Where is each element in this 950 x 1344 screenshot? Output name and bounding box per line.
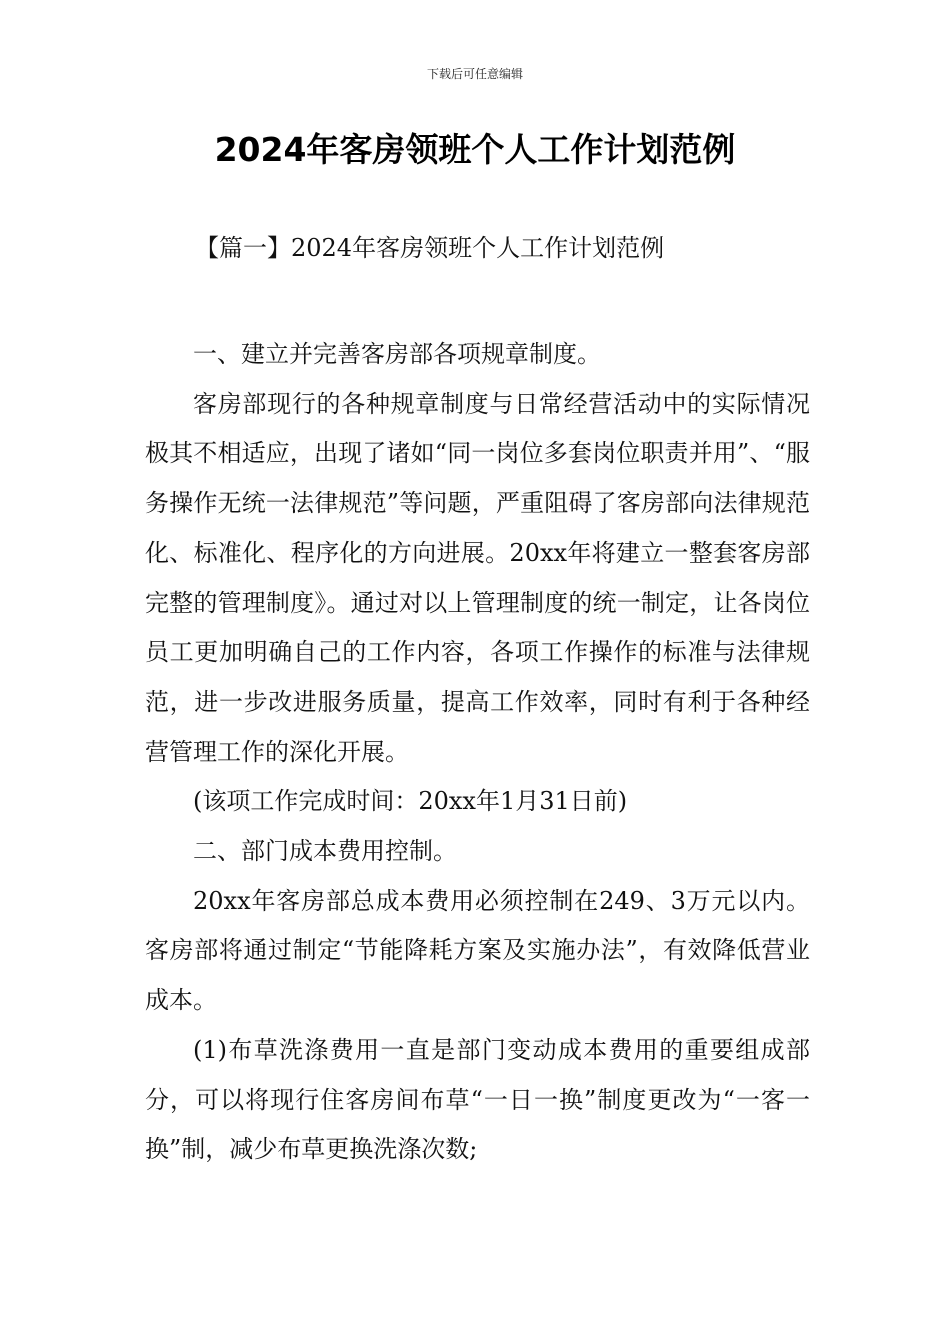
section-heading: 【篇一】2024年客房领班个人工作计划范例 bbox=[195, 234, 665, 262]
paragraph: (1)布草洗涤费用一直是部门变动成本费用的重要组成部分，可以将现行住客房间布草“一日一换”制度更改为“一客一换”制，减少布草更换洗涤次数; bbox=[145, 1035, 810, 1164]
header-note: 下载后可任意编辑 bbox=[426, 67, 523, 81]
document-body bbox=[145, 330, 810, 1175]
paragraph: 客房部现行的各种规章制度与日常经营活动中的实际情况极其不相适应，出现了诸如“同一岗位多套岗位职责并用”、“服务操作无统一法律规范”等问题，严重阻碍了客房部向法律规范化、标准化、程序化的方向进展。20xx年将建立一整套客房部完整的管理制度》。通过对以上管理制度的统一制定，让各岗位员工更加明确自己的工作内容，各项工作操作的标准与法律规范，进一步改进服务质量，提高工作效率，同时有利于各种经营管理工作的深化开展。 bbox=[145, 389, 810, 766]
document-title: 2024年客房领班个人工作计划范例 bbox=[214, 130, 736, 169]
paragraph: 20xx年客房部总成本费用必须控制在249、3万元以内。客房部将通过制定“节能降耗方案及实施办法”，有效降低营业成本。 bbox=[145, 886, 810, 1015]
completion-note: (该项工作完成时间：20xx年1月31日前) bbox=[193, 787, 628, 816]
heading-two: 二、部门成本费用控制。 bbox=[193, 837, 457, 866]
heading-one: 一、建立并完善客房部各项规章制度。 bbox=[193, 340, 601, 368]
